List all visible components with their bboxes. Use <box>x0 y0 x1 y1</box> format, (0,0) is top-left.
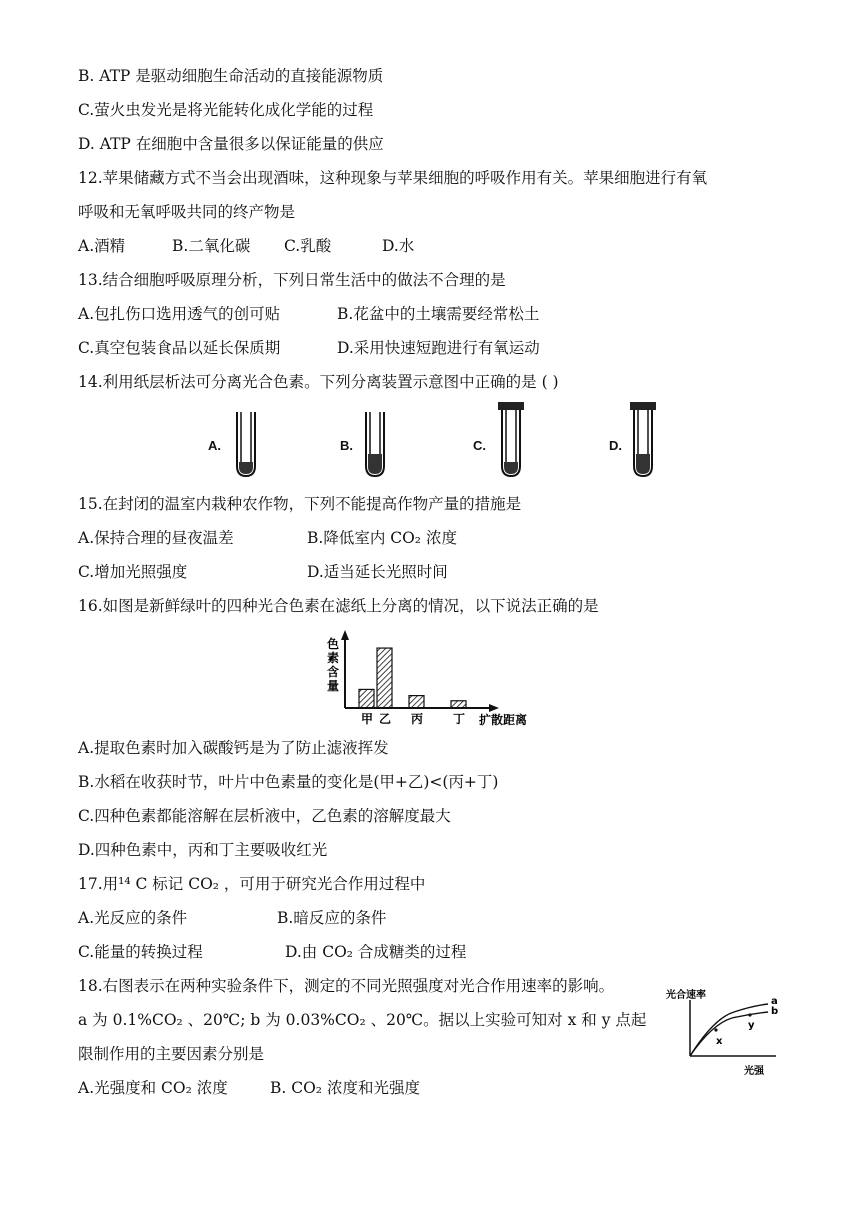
q12-option-c: C.乳酸 <box>284 237 332 255</box>
x-axis-arrow <box>489 704 499 712</box>
q13-option-c: C.真空包装食品以延长保质期 <box>78 339 281 357</box>
y-axis-arrow <box>341 630 349 640</box>
q12-stem-line1: 12.苹果储藏方式不当会出现酒味，这种现象与苹果细胞的呼吸作用有关。苹果细胞进行有氧 <box>78 169 708 187</box>
tube-a-drawing <box>234 410 258 478</box>
q17-option-c: C.能量的转换过程 <box>78 943 203 961</box>
q16-stem: 16.如图是新鲜绿叶的四种光合色素在滤纸上分离的情况，以下说法正确的是 <box>78 597 599 615</box>
tube-d-drawing <box>629 402 657 478</box>
point-y <box>748 1013 751 1016</box>
tube-label-c: C. <box>473 438 486 453</box>
q15-option-c: C.增加光照强度 <box>78 563 188 581</box>
q14-stem: 14.利用纸层析法可分离光合色素。下列分离装置示意图中正确的是 ( ) <box>78 373 559 391</box>
point-y-label: y <box>748 1020 755 1031</box>
q12-option-a: A.酒精 <box>78 237 126 255</box>
q11-option-c: C.萤火虫发光是将光能转化成化学能的过程 <box>78 101 374 119</box>
tube-b-drawing <box>363 410 387 478</box>
q15-stem: 15.在封闭的温室内栽种农作物，下列不能提高作物产量的措施是 <box>78 495 522 513</box>
q13-stem: 13.结合细胞呼吸原理分析，下列日常生活中的做法不合理的是 <box>78 271 506 289</box>
bar-2 <box>377 648 392 708</box>
q17-option-b: B.暗反应的条件 <box>277 909 387 927</box>
light-rate-graph <box>664 988 784 1080</box>
y-axis-label-char: 色 <box>327 637 340 651</box>
q13-option-a: A.包扎伤口选用透气的创可贴 <box>78 305 281 323</box>
q17-stem: 17.用¹⁴ C 标记 CO₂ ，可用于研究光合作用过程中 <box>78 875 426 893</box>
q11-option-d: D. ATP 在细胞中含量很多以保证能量的供应 <box>78 135 384 153</box>
q15-option-a: A.保持合理的昼夜温差 <box>78 529 234 547</box>
q16-option-d: D.四种色素中，丙和丁主要吸收红光 <box>78 841 328 859</box>
q12-option-b: B.二氧化碳 <box>172 237 251 255</box>
pigment-bar-chart <box>315 628 545 728</box>
x-axis-label: 扩散距离 <box>479 713 528 727</box>
graph-y-label: 光合速率 <box>666 990 706 1001</box>
q11-option-b: B. ATP 是驱动细胞生命活动的直接能源物质 <box>78 67 384 85</box>
q17-option-a: A.光反应的条件 <box>78 909 188 927</box>
q16-option-a: A.提取色素时加入碳酸钙是为了防止滤液挥发 <box>78 739 389 757</box>
category-label-4: 丁 <box>453 712 466 726</box>
q17-option-d: D.由 CO₂ 合成糖类的过程 <box>285 943 467 961</box>
y-axis-label-char: 素 <box>327 651 340 665</box>
q13-option-d: D.采用快速短跑进行有氧运动 <box>337 339 540 357</box>
q12-option-d: D.水 <box>382 237 415 255</box>
point-x-label: x <box>716 1036 723 1047</box>
category-label-3: 丙 <box>411 712 424 726</box>
q18-stem-line1: 18.右图表示在两种实验条件下，测定的不同光照强度对光合作用速率的影响。 <box>78 977 615 995</box>
q12-stem-line2: 呼吸和无氧呼吸共同的终产物是 <box>78 203 296 221</box>
point-x <box>714 1028 717 1031</box>
q18-stem-line3: 限制作用的主要因素分别是 <box>78 1045 265 1063</box>
y-axis-label-char: 含 <box>327 665 340 679</box>
q18-option-a: A.光强度和 CO₂ 浓度 <box>78 1079 228 1097</box>
q16-option-c: C.四种色素都能溶解在层析液中，乙色素的溶解度最大 <box>78 807 451 825</box>
bar-4 <box>451 701 466 708</box>
y-axis-label-char: 量 <box>327 679 340 693</box>
curve-a <box>690 1004 768 1056</box>
q18-stem-line2: a 为 0.1%CO₂ 、20℃; b 为 0.03%CO₂ 、20℃。据以上实验可知对 x 和 y 点起 <box>78 1011 647 1029</box>
q15-option-d: D.适当延长光照时间 <box>307 563 448 581</box>
category-label-2: 乙 <box>379 712 392 726</box>
curve-b <box>690 1012 768 1056</box>
q16-option-b: B.水稻在收获时节，叶片中色素量的变化是(甲+乙)<(丙+丁) <box>78 773 499 791</box>
q15-option-b: B.降低室内 CO₂ 浓度 <box>307 529 457 547</box>
bar-3 <box>409 696 424 708</box>
tube-label-d: D. <box>609 438 622 453</box>
curve-a-label: a <box>771 996 778 1007</box>
bar-1 <box>359 689 374 708</box>
graph-x-label: 光强 <box>744 1066 764 1077</box>
tube-c-drawing <box>497 402 525 478</box>
q18-option-b: B. CO₂ 浓度和光强度 <box>270 1079 420 1097</box>
tube-label-b: B. <box>340 438 353 453</box>
q13-option-b: B.花盆中的土壤需要经常松土 <box>337 305 540 323</box>
tube-label-a: A. <box>208 438 221 453</box>
category-label-1: 甲 <box>361 712 374 726</box>
curve-b-label: b <box>771 1006 779 1017</box>
